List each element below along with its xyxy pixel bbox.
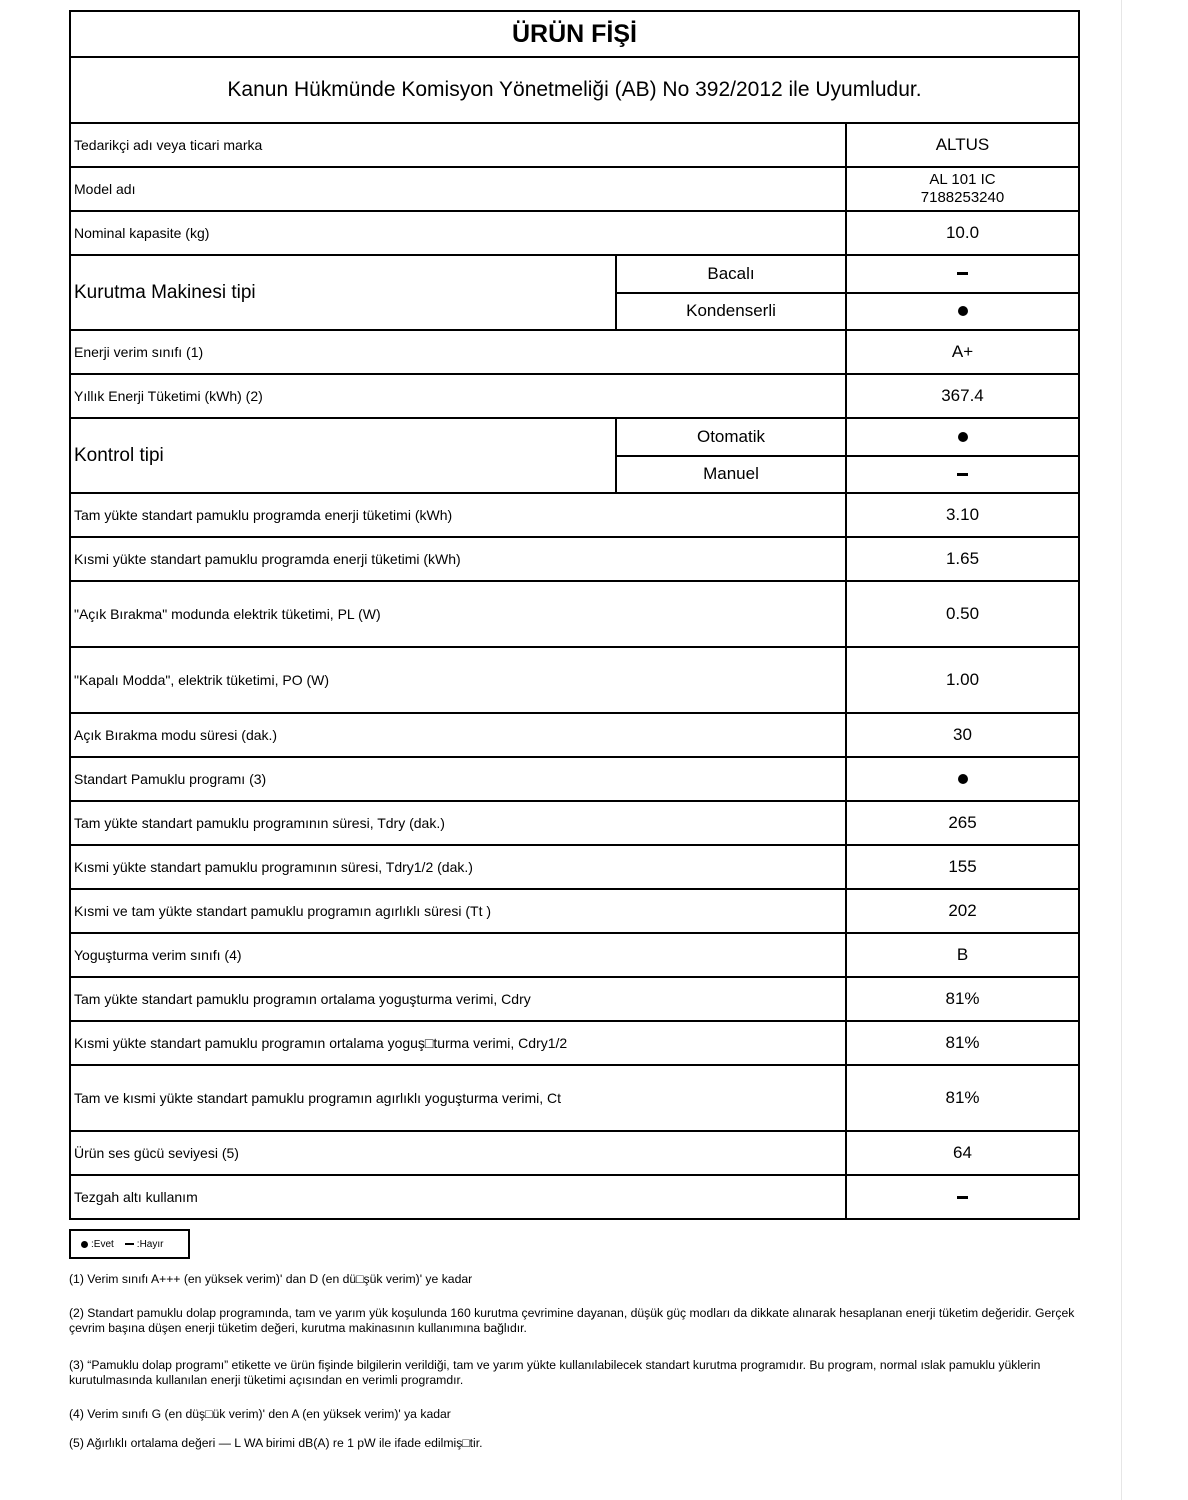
row-label: Tam ve kısmi yükte standart pamuklu programın agırlıklı yoguşturma verimi, Ct (71, 1066, 847, 1130)
row-label: Tam yükte standart pamuklu programının süresi, Tdry (dak.) (71, 802, 847, 844)
dryer-type-group (71, 256, 1078, 331)
row-value: 367.4 (941, 386, 984, 405)
row-label: Kısmi ve tam yükte standart pamuklu programın agırlıklı süresi (Tt ) (71, 890, 847, 932)
yes-mark-icon (958, 432, 968, 442)
row-value: 0.50 (945, 604, 980, 623)
legend-no: :Hayır (136, 1238, 164, 1250)
table-row-annual-energy (71, 375, 1078, 419)
row-label: Kısmi yükte standart pamuklu programda enerji tüketimi (kWh) (71, 538, 847, 580)
footnote: (5) Ağırlıklı ortalama değeri — L WA birimi dB(A) re 1 pW ile ifade edilmiş□tir. (69, 1436, 483, 1450)
footnote: (2) Standart pamuklu dolap programında, tam ve yarım yük koşulunda 160 kurutma çevrimine dayanan, düşük güç modları da dikkate alınarak hesaplanan enerji tüketim değeridir. Gerçek çevrim başına düşen enerji tüketim değeri, kurutma makinasının kullanımına bağlıdır. (69, 1306, 1075, 1335)
table-row (71, 890, 1078, 934)
table-row-energy-class (71, 331, 1078, 375)
row-label: Yoguşturma verim sınıfı (4) (71, 934, 847, 976)
no-mark-icon (957, 473, 968, 476)
dryer-type-option (617, 256, 1078, 294)
row-label: Ürün ses gücü seviyesi (5) (71, 1132, 847, 1174)
row-label: "Açık Bırakma" modunda elektrik tüketimi, PL (W) (71, 582, 847, 646)
row-label: Açık Bırakma modu süresi (dak.) (71, 714, 847, 756)
row-value (847, 758, 1078, 800)
no-mark-icon (957, 1196, 968, 1199)
page-title: ÜRÜN FİŞİ (71, 12, 1078, 58)
group-label: Kontrol tipi (71, 419, 617, 492)
table-row (71, 1132, 1078, 1176)
row-value: 81% (945, 989, 980, 1008)
control-type-group (71, 419, 1078, 494)
row-value: 81% (945, 1033, 980, 1052)
row-label: Tedarikçi adı veya ticari marka (71, 124, 847, 166)
table-row (71, 846, 1078, 890)
no-mark-icon (957, 272, 968, 275)
row-value: A+ (951, 342, 974, 361)
table-row (71, 494, 1078, 538)
row-value (847, 1176, 1078, 1218)
model-name: AL 101 IC (929, 171, 996, 188)
model-code: 7188253240 (920, 189, 1005, 206)
row-value: 64 (953, 1143, 972, 1162)
row-value: 1.00 (945, 670, 980, 689)
table-row (71, 978, 1078, 1022)
dryer-type-option (617, 294, 1078, 330)
yes-mark-icon (958, 774, 968, 784)
table-row (71, 1022, 1078, 1066)
option-mark (847, 457, 1078, 493)
row-value: 202 (948, 901, 977, 920)
yes-mark-icon (81, 1241, 88, 1248)
table-row (71, 758, 1078, 802)
yes-mark-icon (958, 306, 968, 316)
row-value: 265 (948, 813, 977, 832)
row-label: Enerji verim sınıfı (1) (71, 331, 847, 373)
option-label: Manuel (617, 457, 847, 493)
product-fiche-table (69, 10, 1080, 1220)
row-label: Model adı (71, 168, 847, 210)
row-value: 10.0 (945, 223, 980, 242)
table-row (71, 648, 1078, 714)
control-type-option (617, 419, 1078, 457)
row-value: 81% (945, 1088, 980, 1107)
table-row-model (71, 168, 1078, 212)
option-mark (847, 419, 1078, 455)
table-row-supplier (71, 124, 1078, 168)
footnotes (69, 1272, 1099, 1451)
row-label: Tam yükte standart pamuklu programda enerji tüketimi (kWh) (71, 494, 847, 536)
model-value (847, 168, 1078, 210)
row-label: Nominal kapasite (kg) (71, 212, 847, 254)
table-row-capacity (71, 212, 1078, 256)
row-label: Tezgah altı kullanım (71, 1176, 847, 1218)
table-row (71, 1066, 1078, 1132)
row-value: 155 (948, 857, 977, 876)
row-label: Tam yükte standart pamuklu programın ortalama yoguşturma verimi, Cdry (71, 978, 847, 1020)
table-row (71, 538, 1078, 582)
group-label: Kurutma Makinesi tipi (71, 256, 617, 329)
row-label: Yıllık Enerji Tüketimi (kWh) (2) (71, 375, 847, 417)
legend-box (69, 1229, 190, 1259)
row-value: B (956, 945, 969, 964)
table-row (71, 802, 1078, 846)
row-value: 3.10 (945, 505, 980, 524)
page-edge-rule (1121, 0, 1122, 1500)
table-row (71, 1176, 1078, 1218)
option-label: Bacalı (617, 256, 847, 292)
table-row (71, 582, 1078, 648)
option-label: Kondenserli (617, 294, 847, 330)
table-row (71, 714, 1078, 758)
no-mark-icon (125, 1243, 134, 1245)
row-label: Standart Pamuklu programı (3) (71, 758, 847, 800)
row-label: "Kapalı Modda", elektrik tüketimi, PO (W) (71, 648, 847, 712)
option-mark (847, 294, 1078, 330)
option-label: Otomatik (617, 419, 847, 455)
footnote: (3) “Pamuklu dolap programı” etikette ve ürün fişinde bilgilerin verildiği, tam ve yarım yükte kullanılabilecek standart kurutma programıdır. Bu program, normal ıslak pamuklu yüklerin kurutulmasında kullanılan enerji tüketimi açısından en verimli programdır. (69, 1358, 1041, 1387)
legend-yes: :Evet (91, 1238, 114, 1250)
row-label: Kısmi yükte standart pamuklu programın ortalama yoguş□turma verimi, Cdry1/2 (71, 1022, 847, 1064)
spec-rows (71, 494, 1078, 1218)
row-value: 30 (953, 725, 972, 744)
footnote: (1) Verim sınıfı A+++ (en yüksek verim)' dan D (en dü□şük verim)' ye kadar (69, 1272, 473, 1286)
option-mark (847, 256, 1078, 292)
footnote: (4) Verim sınıfı G (en düş□ük verim)' den A (en yüksek verim)' ya kadar (69, 1407, 451, 1421)
control-type-option (617, 457, 1078, 493)
row-value: ALTUS (935, 135, 990, 154)
table-row (71, 934, 1078, 978)
regulation-subtitle: Kanun Hükmünde Komisyon Yönetmeliği (AB) No 392/2012 ile Uyumludur. (71, 58, 1078, 124)
row-value: 1.65 (945, 549, 980, 568)
row-label: Kısmi yükte standart pamuklu programının süresi, Tdry1/2 (dak.) (71, 846, 847, 888)
